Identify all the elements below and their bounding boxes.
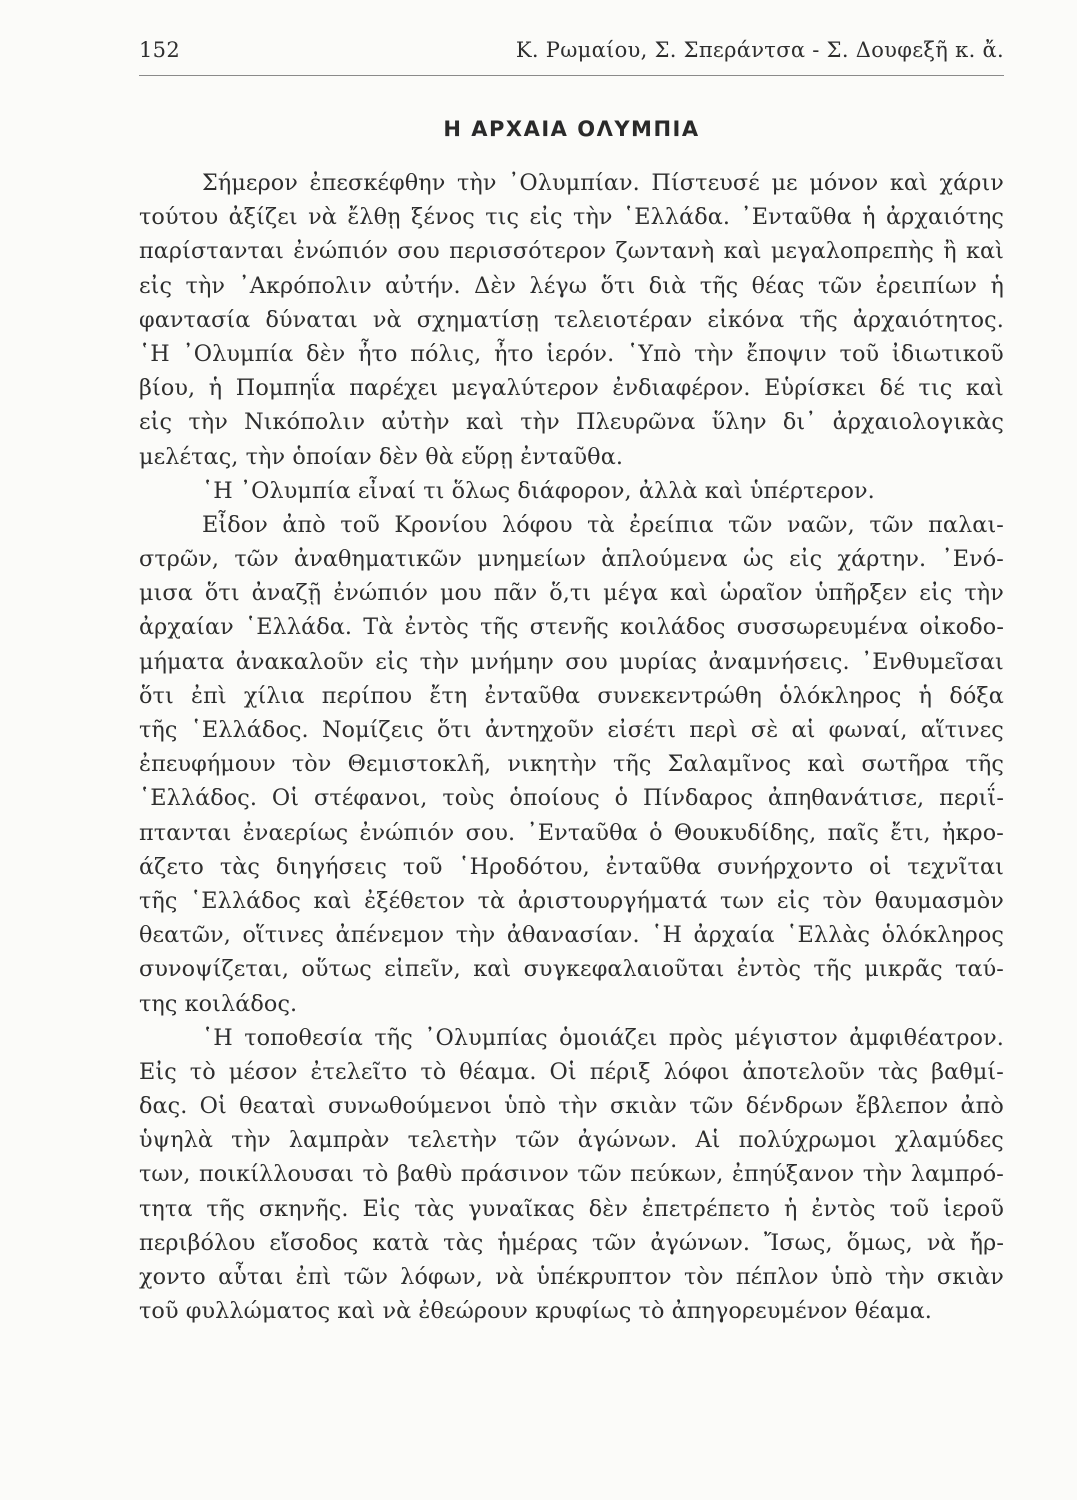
text-line: τητα τῆς σκηνῆς. Εἰς τὰς γυναῖκας δὲν ἐπετρέπετο ἡ ἐντὸς τοῦ ἱεροῦ bbox=[139, 1195, 1004, 1222]
text-line: εἰς τὴν Νικόπολιν αὐτὴν καὶ τὴν Πλευρῶνα ὕλην δι᾿ ἀρχαιολογικὰς bbox=[139, 409, 1004, 436]
text-line: δας. Οἱ θεαταὶ συνωθούμενοι ὑπὸ τὴν σκιὰν τῶν δένδρων ἔβλεπον ἀπὸ bbox=[139, 1093, 1004, 1120]
text-line: των, ποικίλλουσαι τὸ βαθὺ πράσινον τῶν πεύκων, ἐπηύξανον τὴν λαμπρό- bbox=[139, 1161, 1004, 1188]
text-line: συνοψίζεται, οὕτως εἰπεῖν, καὶ συγκεφαλαιοῦται ἐντὸς τῆς μικρᾶς ταύ- bbox=[139, 956, 1004, 983]
text-line: τούτου ἀξίζει νὰ ἔλθῃ ξένος τις εἰς τὴν ῾Ελλάδα. ᾿Ενταῦθα ἡ ἀρχαιότης bbox=[139, 204, 1004, 231]
text-line: ῾Η ᾿Ολυμπία εἶναί τι ὅλως διάφορον, ἀλλὰ καὶ ὑπέρτερον. bbox=[202, 477, 875, 504]
text-line: μισα ὅτι ἀναζῇ ἐνώπιόν μου πᾶν ὅ,τι μέγα καὶ ὡραῖον ὑπῆρξεν εἰς τὴν bbox=[139, 580, 1004, 607]
text-line: τοῦ φυλλώματος καὶ νὰ ἐθεώρουν κρυφίως τὸ ἀπηγορευμένον θέαμα. bbox=[139, 1298, 932, 1325]
body-text bbox=[139, 166, 1004, 1328]
text-line: ῾Η τοποθεσία τῆς ᾿Ολυμπίας ὁμοιάζει πρὸς μέγιστον ἀμφιθέατρον. bbox=[202, 1024, 1004, 1051]
text-line: τῆς ῾Ελλάδος καὶ ἐξέθετον τὰ ἀριστουργήματά των εἰς τὸν θαυμασμὸν bbox=[139, 887, 1004, 914]
text-line: της κοιλάδος. bbox=[139, 990, 298, 1017]
text-line: Σήμερον ἐπεσκέφθην τὴν ᾿Ολυμπίαν. Πίστευσέ με μόνον καὶ χάριν bbox=[202, 170, 1004, 196]
text-line: ἀρχαίαν ῾Ελλάδα. Τὰ ἐντὸς τῆς στενῆς κοιλάδος συσσωρευμένα οἰκοδο- bbox=[139, 614, 1004, 641]
text-line: πτανται ἐναερίως ἐνώπιόν σου. ᾿Ενταῦθα ὁ Θουκυδίδης, παῖς ἔτι, ἠκρο- bbox=[139, 819, 1004, 846]
text-line: άζετο τὰς διηγήσεις τοῦ ῾Ηροδότου, ἐνταῦθα συνήρχοντο οἱ τεχνῖται bbox=[139, 853, 1004, 880]
text-line: τῆς ῾Ελλάδος. Νομίζεις ὅτι ἀντηχοῦν εἰσέτι περὶ σὲ αἱ φωναί, αἵτινες bbox=[139, 717, 1004, 743]
text-line: ῾Η ᾿Ολυμπία δὲν ἦτο πόλις, ἦτο ἱερόν. ῾Υπὸ τὴν ἔποψιν τοῦ ἰδιωτικοῦ bbox=[139, 340, 1004, 367]
text-line: βίου, ἡ Πομπηΐα παρέχει μεγαλύτερον ἐνδιαφέρον. Εὑρίσκει δέ τις καὶ bbox=[139, 375, 1004, 402]
text-line: ἐπευφήμουν τὸν Θεμιστοκλῆ, νικητὴν τῆς Σαλαμῖνος καὶ σωτῆρα τῆς bbox=[139, 751, 1004, 778]
page-number: 152 bbox=[139, 38, 180, 62]
text-line: εἰς τὴν ᾿Ακρόπολιν αὐτήν. Δὲν λέγω ὅτι διὰ τῆς θέας τῶν ἐρειπίων ἡ bbox=[139, 272, 1004, 299]
text-line: στρῶν, τῶν ἀναθηματικῶν μνημείων ἁπλούμενα ὡς εἰς χάρτην. ᾿Ενό- bbox=[139, 546, 1004, 573]
page-header bbox=[139, 38, 1004, 72]
text-line: περιβόλου εἴσοδος κατὰ τὰς ἡμέρας τῶν ἀγώνων. Ἴσως, ὅμως, νὰ ἤρ- bbox=[139, 1229, 1004, 1256]
header-rule bbox=[139, 75, 1004, 76]
text-line: μελέτας, τὴν ὁποίαν δὲν θὰ εὕρῃ ἐνταῦθα. bbox=[139, 443, 624, 470]
text-line: παρίστανται ἐνώπιόν σου περισσότερον ζωντανὴ καὶ μεγαλοπρεπὴς ἢ καὶ bbox=[139, 238, 1004, 265]
chapter-title: Η ΑΡΧΑΙΑ ΟΛΥΜΠΙΑ bbox=[443, 117, 700, 141]
text-line: φαντασία δύναται νὰ σχηματίσῃ τελειοτέραν εἰκόνα τῆς ἀρχαιότητος. bbox=[139, 306, 1004, 333]
text-line: Εἶδον ἀπὸ τοῦ Κρονίου λόφου τὰ ἐρείπια τῶν ναῶν, τῶν παλαι- bbox=[202, 511, 1004, 538]
text-line: θεατῶν, οἵτινες ἀπένεμον τὴν ἀθανασίαν. ῾Η ἀρχαία ῾Ελλὰς ὁλόκληρος bbox=[139, 922, 1004, 949]
text-line: Εἰς τὸ μέσον ἐτελεῖτο τὸ θέαμα. Οἱ πέριξ λόφοι ἀποτελοῦν τὰς βαθμί- bbox=[139, 1058, 1004, 1085]
text-line: μήματα ἀνακαλοῦν εἰς τὴν μνήμην σου μυρίας ἀναμνήσεις. ᾿Ενθυμεῖσαι bbox=[139, 648, 1004, 675]
text-line: ῾Ελλάδος. Οἱ στέφανοι, τοὺς ὁποίους ὁ Πίνδαρος ἀπηθανάτισε, περιΐ- bbox=[139, 785, 1004, 812]
text-line: ὅτι ἐπὶ χίλια περίπου ἔτη ἐνταῦθα συνεκεντρώθη ὁλόκληρος ἡ δόξα bbox=[139, 682, 1004, 709]
text-line: χοντο αὗται ἐπὶ τῶν λόφων, νὰ ὑπέκρυπτον τὸν πέπλον ὑπὸ τὴν σκιὰν bbox=[139, 1264, 1004, 1290]
text-line: ὑψηλὰ τὴν λαμπρὰν τελετὴν τῶν ἀγώνων. Αἱ πολύχρωμοι χλαμύδες bbox=[139, 1127, 1004, 1154]
running-head: Κ. Ρωμαίου, Σ. Σπεράντσα - Σ. Δουφεξῆ κ. ἄ. bbox=[515, 38, 1004, 62]
